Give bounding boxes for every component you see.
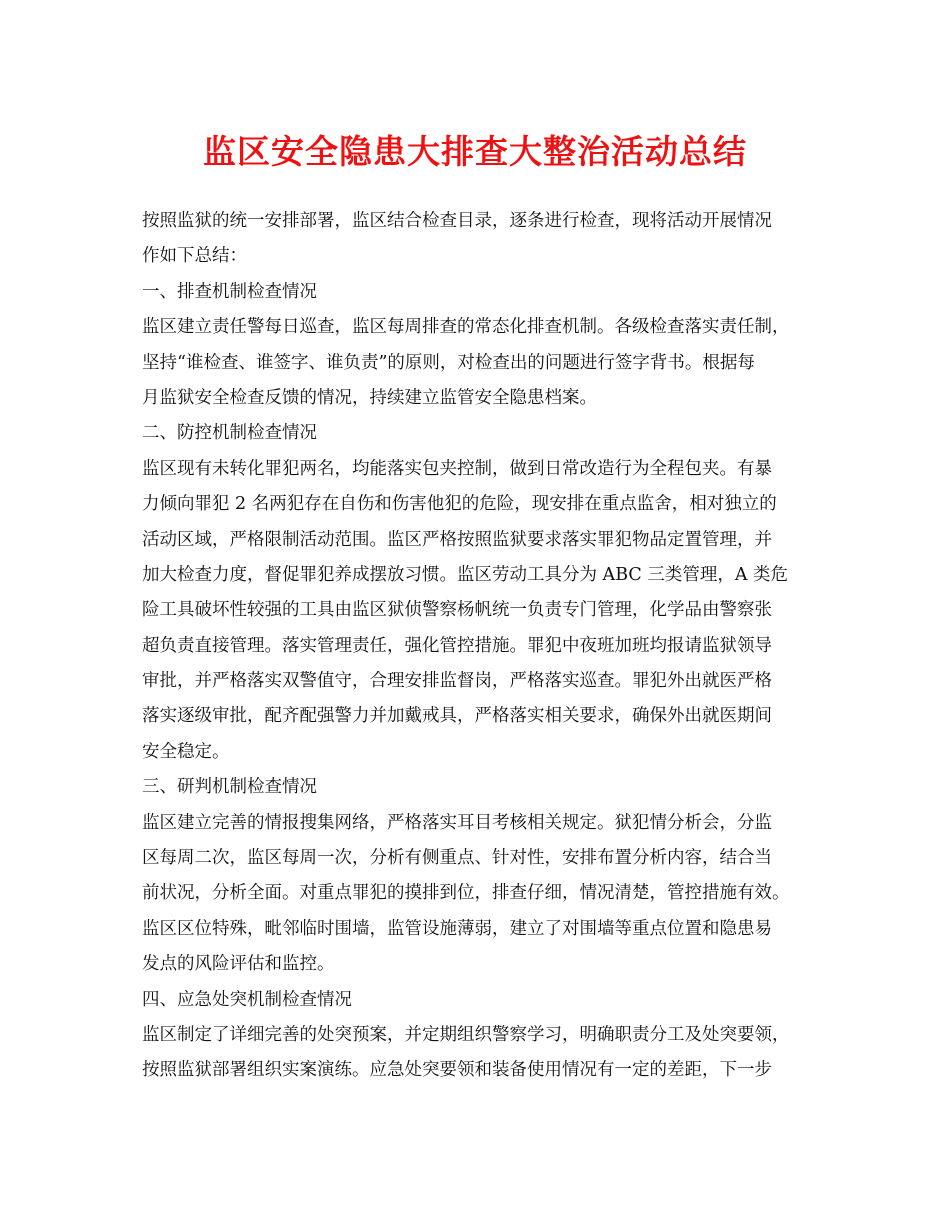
text-line: 险工具破坏性较强的工具由监区狱侦警察杨帆统一负责专门管理，化学品由警察张 bbox=[142, 600, 772, 621]
section-heading-3: 三、研判机制检查情况 bbox=[142, 777, 317, 798]
text-line: 月监狱安全检查反馈的情况，持续建立监管安全隐患档案。 bbox=[142, 387, 597, 408]
text-line: 监区制定了详细完善的处突预案，并定期组织警察学习，明确职责分工及处突要领， bbox=[142, 1024, 790, 1045]
text-line: 监区建立完善的情报搜集网络，严格落实耳目考核相关规定。狱犯情分析会，分监 bbox=[142, 812, 772, 833]
text-line: 按照监狱的统一安排部署，监区结合检查目录，逐条进行检查，现将活动开展情况 bbox=[142, 211, 772, 231]
text-line: 作如下总结： bbox=[142, 246, 247, 267]
text-line: 落实逐级审批，配齐配强警力并加戴戒具，严格落实相关要求，确保外出就医期间 bbox=[142, 706, 772, 727]
text-line: 前状况，分析全面。对重点罪犯的摸排到位，排查仔细，情况清楚，管控措施有效。 bbox=[142, 883, 790, 904]
text-line: 监区区位特殊，毗邻临时围墙，监管设施薄弱，建立了对围墙等重点位置和隐患易 bbox=[142, 918, 772, 939]
text-line: 监区建立责任警每日巡查，监区每周排查的常态化排查机制。各级检查落实责任制， bbox=[142, 317, 790, 338]
text-line: 监区现有未转化罪犯两名，均能落实包夹控制，做到日常改造行为全程包夹。有暴 bbox=[142, 458, 772, 479]
text-line: 发点的风险评估和监控。 bbox=[142, 954, 335, 975]
text-line: 区每周二次，监区每周一次，分析有侧重点、针对性，安排布置分析内容，结合当 bbox=[142, 848, 772, 869]
text-line: 按照监狱部署组织实案演练。应急处突要领和装备使用情况有一定的差距，下一步 bbox=[142, 1060, 772, 1081]
text-line: 超负责直接管理。落实管理责任，强化管控措施。罪犯中夜班加班均报请监狱领导 bbox=[142, 635, 772, 656]
document-title: 监区安全隐患大排查大整治活动总结 bbox=[203, 132, 747, 171]
text-line: 力倾向罪犯 2 名两犯存在自伤和伤害他犯的危险，现安排在重点监舍，相对独立的 bbox=[142, 494, 777, 515]
text-line: 活动区域，严格限制活动范围。监区严格按照监狱要求落实罪犯物品定置管理，并 bbox=[142, 529, 772, 550]
section-heading-4: 四、应急处突机制检查情况 bbox=[142, 989, 352, 1010]
text-line: 坚持“谁检查、谁签字、谁负责”的原则，对检查出的问题进行签字背书。根据每 bbox=[142, 352, 755, 373]
text-line: 加大检查力度，督促罪犯养成摆放习惯。监区劳动工具分为 ABC 三类管理，A 类危 bbox=[142, 564, 789, 585]
text-line: 安全稳定。 bbox=[142, 741, 230, 762]
document-body bbox=[142, 204, 818, 1089]
section-heading-1: 一、排查机制检查情况 bbox=[142, 281, 317, 302]
section-heading-2: 二、防控机制检查情况 bbox=[142, 423, 317, 444]
text-line: 审批，并严格落实双警值守，合理安排监督岗，严格落实巡查。罪犯外出就医严格 bbox=[142, 671, 772, 692]
